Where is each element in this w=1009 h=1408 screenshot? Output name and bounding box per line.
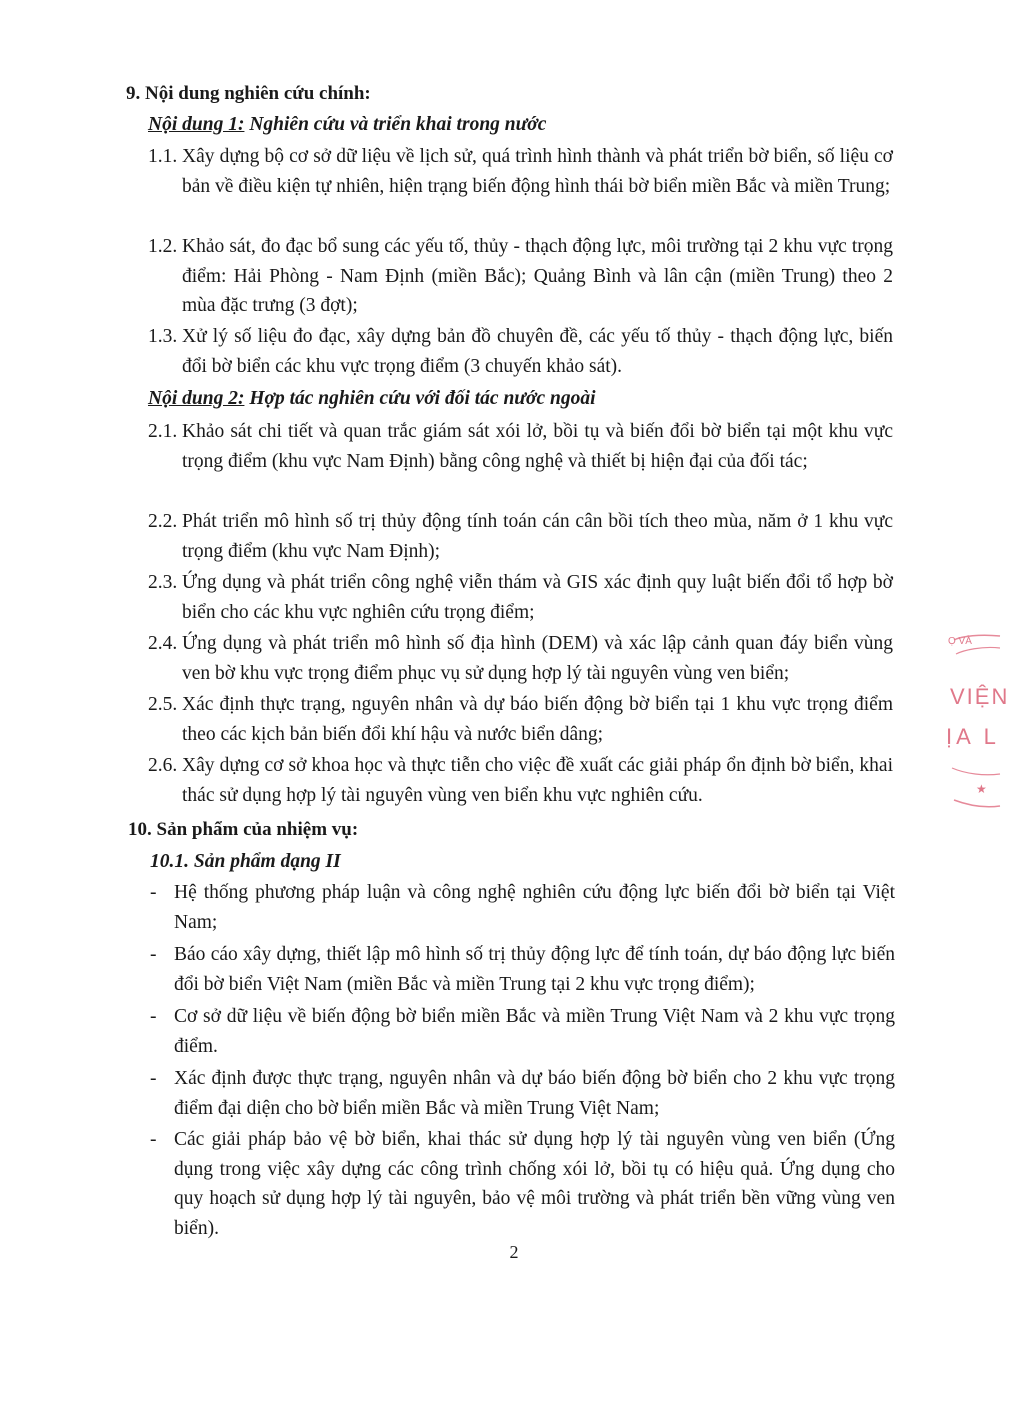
list-item: [150, 940, 895, 999]
bullet-dash: -: [150, 1006, 157, 1027]
list-item: [148, 142, 893, 201]
item-number: 2.3.: [148, 572, 178, 593]
content-1-title: [148, 111, 546, 139]
list-item: [148, 232, 893, 321]
item-text: Ứng dụng và phát triển mô hình số địa hình (DEM) và xác lập cảnh quan đáy biển vùng ven bờ khu vực trọng điểm phục vụ sử dụng hợp lý tài nguyên vùng ven biển;: [182, 633, 893, 684]
stamp-text-middle: VIỆN: [950, 684, 1009, 709]
list-item: [148, 690, 893, 749]
stamp-star-icon: ★: [976, 782, 987, 796]
content-2-title: [148, 385, 596, 413]
item-text: Phát triển mô hình số trị thủy động tính toán cán cân bồi tích theo mùa, năm ở 1 khu vực trọng điểm (khu vực Nam Định);: [182, 511, 893, 562]
bullet-text: Báo cáo xây dựng, thiết lập mô hình số trị thủy động lực để tính toán, dự báo động lực biến đổi bờ biển Việt Nam (miền Bắc và miền Trung tại 2 khu vực trọng điểm);: [174, 944, 895, 995]
content-2-label: Nội dung 2:: [148, 388, 245, 409]
list-item: [148, 322, 893, 381]
item-text: Xây dựng cơ sở khoa học và thực tiễn cho việc đề xuất các giải pháp ổn định bờ biển, khai thác sử dụng hợp lý tài nguyên vùng ven biển khu vực nghiên cứu.: [182, 755, 893, 806]
item-text: Khảo sát chi tiết và quan trắc giám sát xói lở, bồi tụ và biến đổi bờ biển tại một khu vực trọng điểm (khu vực Nam Định) bằng công nghệ và thiết bị hiện đại của đối tác;: [182, 421, 893, 472]
bullet-dash: -: [150, 882, 157, 903]
bullet-dash: -: [150, 1068, 157, 1089]
item-number: 1.2.: [148, 236, 178, 257]
list-item: [150, 878, 895, 937]
bullet-text: Cơ sở dữ liệu về biến động bờ biển miền Bắc và miền Trung Việt Nam và 2 khu vực trọng điểm.: [174, 1006, 895, 1057]
list-item: [148, 417, 893, 476]
bullet-text: Hệ thống phương pháp luận và công nghệ nghiên cứu động lực biến đổi bờ biển tại Việt Nam;: [174, 882, 895, 933]
list-item: [148, 751, 893, 810]
item-number: 2.1.: [148, 421, 178, 442]
stamp-text-lower: ỊA L: [946, 724, 1000, 749]
bullet-text: Các giải pháp bảo vệ bờ biển, khai thác sử dụng hợp lý tài nguyên vùng ven biển (Ứng dụng trong việc xây dựng các công trình chống xói lở, bồi tụ có hiệu quả. Ứng dụng cho quy hoạch sử dụng hợp lý tài nguyên, bảo vệ môi trường và phát triển bền vững vùng ven biển).: [174, 1129, 895, 1239]
item-text: Xác định thực trạng, nguyên nhân và dự báo biến động bờ biển tại 1 khu vực trọng điểm theo các kịch bản biến đổi khí hậu và nước biển dâng;: [182, 694, 893, 745]
list-item: [150, 1002, 895, 1061]
item-number: 2.4.: [148, 633, 178, 654]
list-item: [148, 507, 893, 566]
section-9-heading: 9. Nội dung nghiên cứu chính:: [126, 83, 371, 104]
section-10-heading: 10. Sản phẩm của nhiệm vụ:: [128, 819, 359, 840]
page-number: 2: [509, 1242, 519, 1262]
product-type-2-title: 10.1. Sản phẩm dạng II: [150, 851, 341, 872]
list-item: [148, 629, 893, 688]
content-1-label: Nội dung 1:: [148, 114, 245, 135]
stamp-text-top: Ọ VÀ: [948, 636, 972, 647]
bullet-dash: -: [150, 1129, 157, 1150]
item-number: 2.5.: [148, 694, 178, 715]
list-item: [148, 568, 893, 627]
bullet-dash: -: [150, 944, 157, 965]
red-stamp: [940, 632, 1009, 812]
bullet-text: Xác định được thực trạng, nguyên nhân và dự báo biến động bờ biển cho 2 khu vực trọng điểm đại diện cho bờ biển miền Bắc và miền Trung Việt Nam;: [174, 1068, 895, 1119]
item-number: 1.1.: [148, 146, 178, 167]
list-item: [150, 1125, 895, 1243]
item-text: Xử lý số liệu đo đạc, xây dựng bản đồ chuyên đề, các yếu tố thủy - thạch động lực, biến đổi bờ biển các khu vực trọng điểm (3 chuyến khảo sát).: [182, 326, 893, 377]
stamp-ring-icon: [940, 632, 1000, 812]
item-number: 2.6.: [148, 755, 178, 776]
content-2-title-text: Hợp tác nghiên cứu với đối tác nước ngoài: [244, 388, 596, 409]
item-text: Khảo sát, đo đạc bổ sung các yếu tố, thủy - thạch động lực, môi trường tại 2 khu vực trọng điểm: Hải Phòng - Nam Định (miền Bắc); Quảng Bình và lân cận (miền Trung) theo 2 mùa đặc trưng (3 đợt);: [182, 236, 893, 316]
item-number: 1.3.: [148, 326, 178, 347]
list-item: [150, 1064, 895, 1123]
content-1-title-text: Nghiên cứu và triển khai trong nước: [244, 114, 547, 135]
item-text: Ứng dụng và phát triển công nghệ viễn thám và GIS xác định quy luật biến đổi tổ hợp bờ biển cho các khu vực nghiên cứu trọng điểm;: [182, 572, 893, 623]
item-text: Xây dựng bộ cơ sở dữ liệu về lịch sử, quá trình hình thành và phát triển bờ biển, số liệu cơ bản về điều kiện tự nhiên, hiện trạng biến động hình thái bờ biển miền Bắc và miền Trung;: [182, 146, 893, 197]
item-number: 2.2.: [148, 511, 178, 532]
